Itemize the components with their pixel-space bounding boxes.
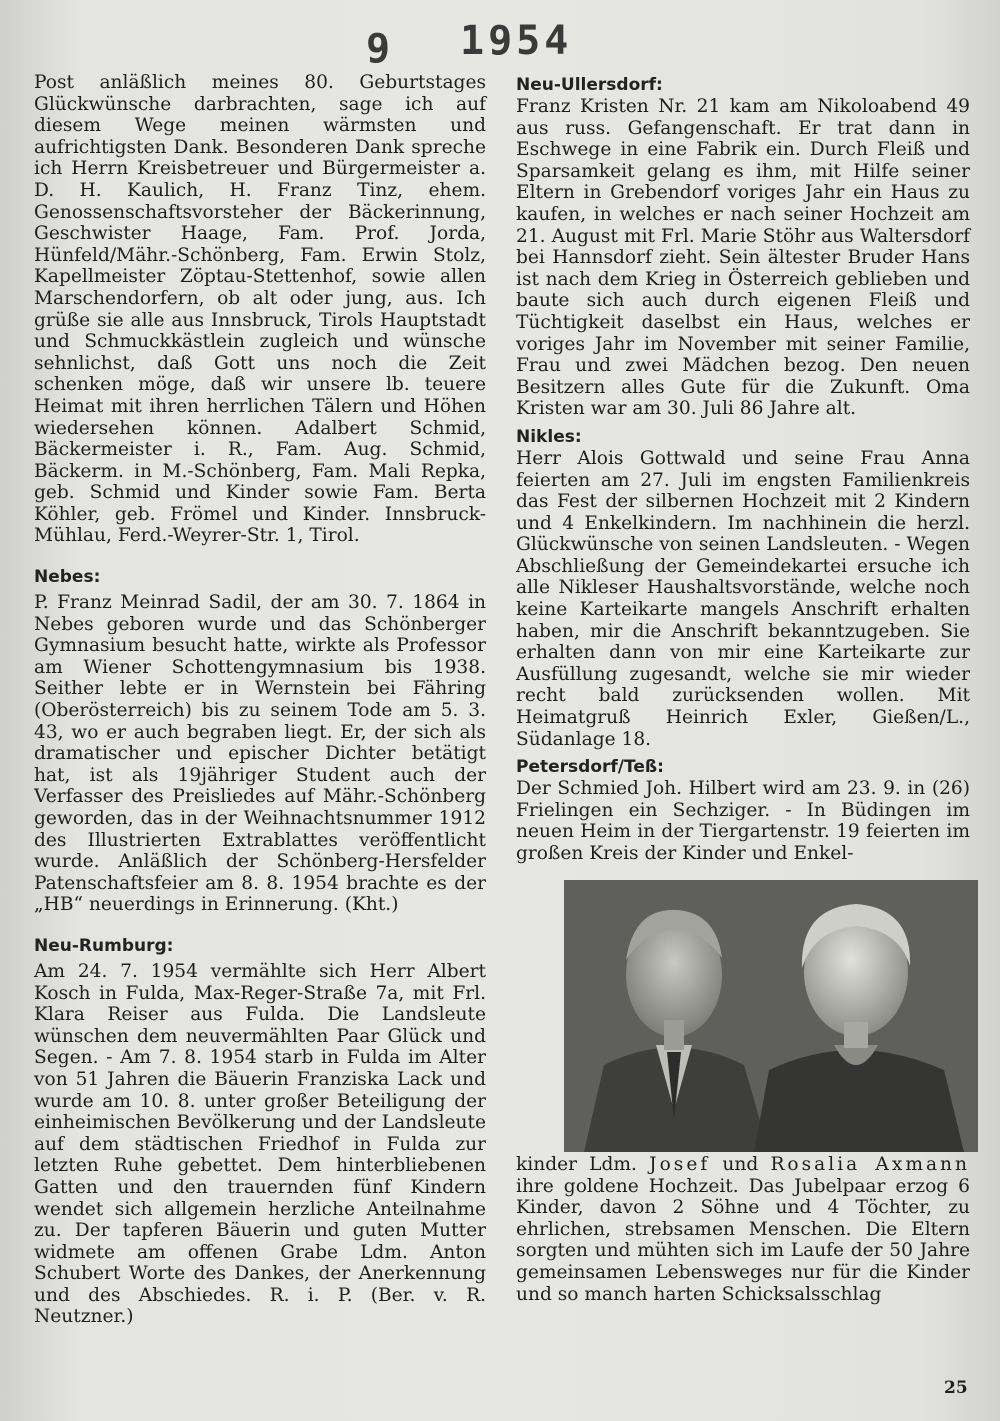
neu-rumburg-paragraph: Am 24. 7. 1954 vermählte sich Herr Albert Kosch in Fulda, Max-Reger-Straße 7a, mit Frl. Klara Reiser aus Fulda. Die Landsleute wünschen dem neuvermählten Paar Glück und Segen. - Am 7. 8. 1954 starb in Fulda im Alter von 51 Jahren die Bäuerin Franziska Lack und wurde am 10. 8. unter großer Beteiligung der einheimischen Bevölkerung und der Landsleute auf dem städtischen Friedhof in Fulda zur letzten Ruhe gebettet. Dem hinterbliebenen Gatten und den trauernden fünf Kindern wendet sich allgemein herzliche Anteilnahme zu. Der tapferen Bäuerin und guten Mutter widmete am offenen Grabe Ldm. Anton Schubert Worte des Dankes, der Anerkennung und des Abschiedes. R. i. P. (Ber. v. R. Neutzner.) — [34, 960, 486, 1328]
couple-photo-illustration — [564, 880, 978, 1152]
nikles-paragraph: Herr Alois Gottwald und seine Frau Anna feierten am 27. Juli im engsten Familienkreis das Fest der silbernen Hochzeit mit 2 Kindern und 4 Enkelkindern. Im nachhinein die herzl. Glückwünsche von seinen Landsleuten. - Wegen Abschließung der Gemeindekartei ersuche ich alle Nikleser Haushaltsvorstände, welche noch keine Karteikarte mangels Anschrift erhalten haben, mir die Anschrift bekanntzugeben. Sie erhalten dann von mir eine Karteikarte zur Ausfüllung zugesandt, welche sie mir wieder recht bald zurücksenden wollen. Mit Heimatgruß Heinrich Exler, Gießen/L., Südanlage 18. — [516, 447, 970, 750]
birthday-thanks-paragraph: Post anläßlich meines 80. Geburtstages Glückwünsche darbrachten, sage ich auf diesem Wege meinen wärmsten und aufrichtigsten Dank. Besonderen Dank spreche ich Herrn Kreisbetreuer und Bürgermeister a. D. H. Kaulich, H. Franz Tinz, ehem. Genossenschaftsvorsteher der Bäckerinnung, Geschwister Haage, Fam. Prof. Jorda, Hünfeld/Mähr.-Schönberg, Fam. Erwin Stolz, Kapellmeister Zöptau-Stettenhof, sowie allen Marschendorfern, ob alt oder jung, aus. Ich grüße sie alle aus Innsbruck, Tirols Hauptstadt und Schmuckkästlein zugleich und wünsche sehnlichst, daß Gott uns noch die Zeit schenken möge, daß wir unsere lb. teuere Heimat mit ihren herrlichen Tälern und Höhen wiedersehen können. Adalbert Schmid, Bäckermeister i. R., Fam. Aug. Schmid, Bäckerm. in M.-Schönberg, Fam. Mali Repka, geb. Schmid und Kinder sowie Fam. Berta Köhler, geb. Frömel und Kinder. Innsbruck-Mühlau, Ferd.-Weyrer-Str. 1, Tirol. — [34, 72, 486, 547]
left-column — [34, 72, 486, 1328]
petersdorf-paragraph: Der Schmied Joh. Hilbert wird am 23. 9. in (26) Frielingen ein Sechziger. - In Büdingen im neuen Heim in der Tiergartenstr. 19 feierten im großen Kreis der Kinder und Enkel- — [516, 778, 970, 864]
nebes-paragraph: P. Franz Meinrad Sadil, der am 30. 7. 1864 in Nebes geboren wurde und das Schönberger Gymnasium besucht hatte, wirkte als Professor am Wiener Schottengymnasium bis 1938. Seither lebte er in Wernstein bei Fähring (Oberösterreich) bis zu seinem Tode am 5. 3. 43, wo er auch begraben liegt. Er, der sich als dramatischer und epischer Dichter betätigt hat, ist als 19jähriger Student auch der Verfasser des Preisliedes auf Mähr.-Schönberg geworden, das in der Weihnachtsnummer 1912 des Illustrierten Extrablattes veröffentlicht wurde. Anläßlich der Schönberg-Hersfelder Patenschaftsfeier am 8. 8. 1954 brachte es der „HB“ neuerdings in Erinnerung. (Kht.) — [34, 592, 486, 916]
section-heading-petersdorf: Petersdorf/Teß: — [516, 757, 664, 778]
continuation-text-c: ihre goldene Hochzeit. Das Jubelpaar erzog 6 Kinder, davon 2 Söhne und 4 Töchter, zu ehrlichen, strebsamen Menschen. Die Eltern sorgten und mühten sich im Laufe der 50 Jahre gemeinsamen Lebensweges nur für die Kinder und so manch harten Schicksalsschlag — [516, 1175, 970, 1305]
continuation-text-a: kinder Ldm. — [516, 1154, 650, 1175]
section-heading-nikles: Nikles: — [516, 426, 582, 447]
issue-number: 9 — [366, 26, 395, 72]
year-number: 1954 — [460, 18, 573, 64]
section-heading-neu-ullersdorf: Neu-Ullersdorf: — [516, 75, 663, 95]
issue-year-stamp — [360, 18, 620, 72]
continuation-text-b: und — [710, 1154, 771, 1175]
name-rosalia-axmann: Rosalia Axmann — [770, 1154, 970, 1175]
photo-continuation-paragraph — [516, 1154, 970, 1305]
page-number: 25 — [944, 1378, 968, 1398]
name-josef: Josef — [649, 1154, 711, 1175]
right-column — [516, 72, 970, 865]
couple-photograph — [564, 880, 978, 1152]
section-heading-nebes: Nebes: — [34, 567, 101, 588]
neu-ullersdorf-paragraph: Franz Kristen Nr. 21 kam am Nikoloabend 49 aus russ. Gefangenschaft. Er trat dann in Eschwege in eine Fabrik ein. Durch Fleiß und Sparsamkeit gelang es ihm, mit Hilfe seiner Eltern in Grebendorf voriges Jahr ein Haus zu kaufen, in welches er nach seiner Hochzeit am 21. August mit Frl. Marie Stöhr aus Waltersdorf bei Hannsdorf zieht. Sein ältester Bruder Hans ist nach dem Krieg in Österreich geblieben und baute sich auch durch eigenen Fleiß und Tüchtigkeit daselbst ein Haus, welches er voriges Jahr im November mit seiner Familie, Frau und zwei Mädchen bezog. Den neuen Besitzern alles Gute für die Zukunft. Oma Kristen war am 30. Juli 86 Jahre alt. — [516, 96, 970, 420]
section-heading-neu-rumburg: Neu-Rumburg: — [34, 935, 174, 956]
